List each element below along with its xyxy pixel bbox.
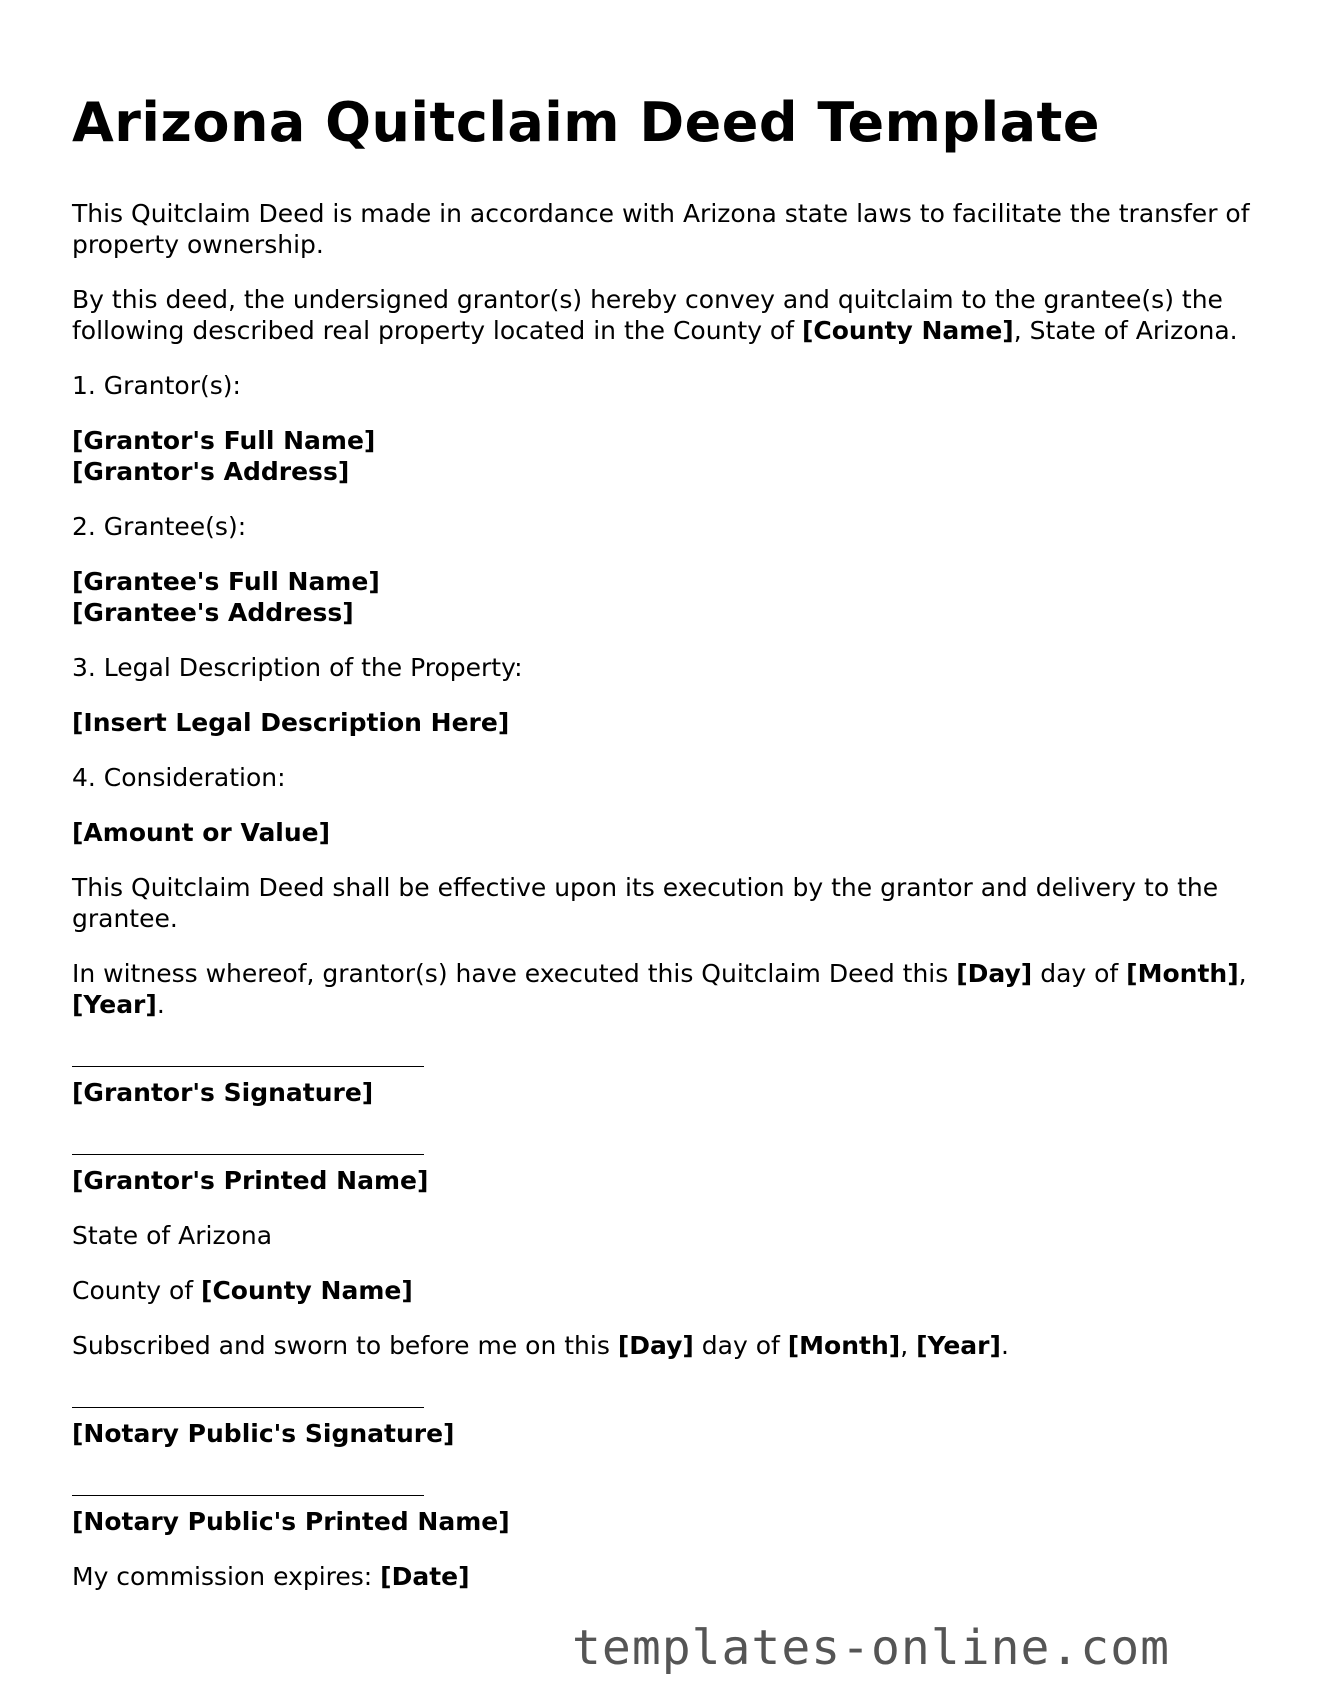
notary-signature-line bbox=[72, 1407, 424, 1408]
sworn-text-2: day of bbox=[693, 1331, 788, 1360]
grantor-printed-name-label bbox=[72, 1165, 1252, 1196]
watermark: templates-online.com bbox=[572, 1620, 1170, 1676]
grantee-block bbox=[72, 566, 1252, 628]
grantee-heading: 2. Grantee(s): bbox=[72, 512, 247, 541]
grantor-address: [Grantor's Address] bbox=[72, 457, 350, 486]
commission-label: My commission expires: bbox=[72, 1562, 381, 1591]
notary-printed-name-line bbox=[72, 1495, 424, 1496]
notary-county-placeholder: [County Name] bbox=[201, 1276, 413, 1305]
consideration-heading: 4. Consideration: bbox=[72, 763, 286, 792]
sworn-month: [Month] bbox=[787, 1331, 901, 1360]
witness-paragraph bbox=[72, 958, 1252, 1020]
sworn-year: [Year] bbox=[916, 1331, 1001, 1360]
grantor-signature-label bbox=[72, 1077, 1252, 1108]
grantor-signature-line bbox=[72, 1066, 424, 1067]
witness-text: In witness whereof, grantor(s) have executed this Quitclaim Deed this bbox=[72, 959, 957, 988]
notary-sworn-paragraph bbox=[72, 1330, 1252, 1361]
document bbox=[72, 88, 1252, 1616]
witness-day: [Day] bbox=[956, 959, 1033, 988]
sworn-day: [Day] bbox=[617, 1331, 694, 1360]
sworn-separator: , bbox=[900, 1331, 917, 1360]
notary-printed-name-placeholder: [Notary Public's Printed Name] bbox=[72, 1507, 510, 1536]
effective-paragraph: This Quitclaim Deed shall be effective upon its execution by the grantor and delivery to the grantee. bbox=[72, 873, 1219, 933]
document-title: Arizona Quitclaim Deed Template bbox=[72, 91, 1100, 154]
legal-description-value bbox=[72, 707, 1252, 738]
grantee-address: [Grantee's Address] bbox=[72, 598, 354, 627]
conveyance-text-end: , State of Arizona. bbox=[1013, 316, 1238, 345]
notary-printed-name-label bbox=[72, 1506, 1252, 1537]
grantor-heading: 1. Grantor(s): bbox=[72, 371, 241, 400]
notary-county bbox=[72, 1275, 1252, 1306]
consideration-value bbox=[72, 817, 1252, 848]
grantor-block bbox=[72, 425, 1252, 487]
legal-description-placeholder: [Insert Legal Description Here] bbox=[72, 708, 510, 737]
consideration-placeholder: [Amount or Value] bbox=[72, 818, 331, 847]
grantor-signature-placeholder: [Grantor's Signature] bbox=[72, 1078, 374, 1107]
intro-paragraph: This Quitclaim Deed is made in accordance with Arizona state laws to facilitate the transfer of property ownership. bbox=[72, 199, 1250, 259]
grantor-printed-name-placeholder: [Grantor's Printed Name] bbox=[72, 1166, 429, 1195]
county-placeholder: [County Name] bbox=[801, 316, 1014, 345]
witness-separator: , bbox=[1238, 959, 1247, 988]
witness-year: [Year] bbox=[72, 990, 157, 1019]
commission-date-placeholder: [Date] bbox=[380, 1562, 470, 1591]
sworn-text: Subscribed and sworn to before me on this bbox=[72, 1331, 618, 1360]
witness-end: . bbox=[156, 990, 165, 1019]
notary-county-label: County of bbox=[72, 1276, 202, 1305]
conveyance-paragraph bbox=[72, 284, 1252, 346]
notary-signature-label bbox=[72, 1418, 1252, 1449]
legal-description-heading: 3. Legal Description of the Property: bbox=[72, 653, 523, 682]
grantee-name: [Grantee's Full Name] bbox=[72, 567, 380, 596]
grantor-printed-name-line bbox=[72, 1154, 424, 1155]
commission-expiry bbox=[72, 1561, 1252, 1592]
notary-signature-placeholder: [Notary Public's Signature] bbox=[72, 1419, 455, 1448]
witness-text-2: day of bbox=[1032, 959, 1127, 988]
sworn-end: . bbox=[1000, 1331, 1009, 1360]
notary-state: State of Arizona bbox=[72, 1221, 273, 1250]
witness-month: [Month] bbox=[1126, 959, 1239, 988]
conveyance-text: By this deed, the undersigned grantor(s) hereby convey and quitclaim to the grantee(s) the following described real property located in the County of bbox=[72, 285, 1223, 345]
grantor-name: [Grantor's Full Name] bbox=[72, 426, 376, 455]
